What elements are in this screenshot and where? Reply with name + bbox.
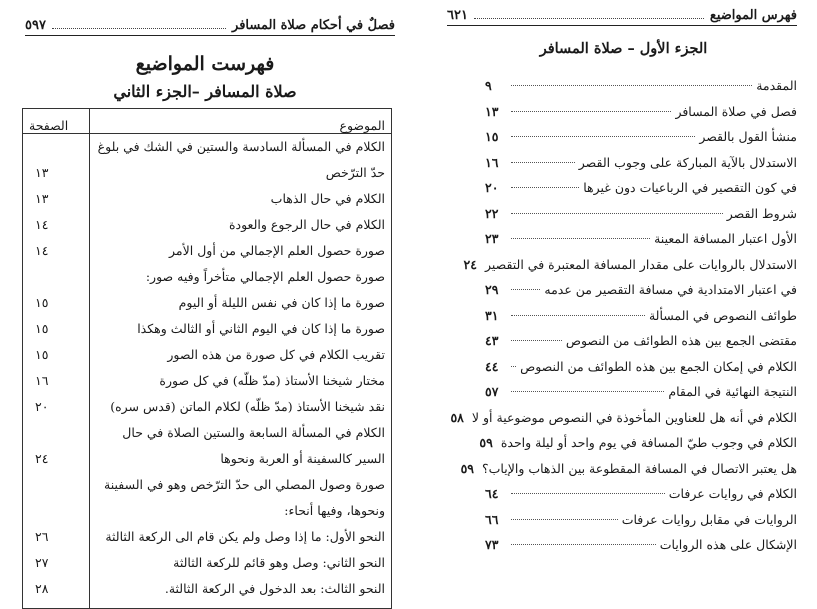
row-page [23, 264, 90, 290]
row-page: ١٥ [23, 290, 90, 316]
entry-page: ٦٤ [485, 486, 499, 501]
entry-topic: الروايات في مقابل روايات عرفات [621, 511, 797, 527]
table-row [23, 420, 392, 472]
toc-entry [485, 532, 797, 558]
toc-entry [485, 328, 797, 354]
toc-entry [485, 73, 797, 99]
row-page: ١٥ [23, 316, 90, 342]
entry-topic: الأول اعتبار المسافة المعينة [654, 231, 797, 246]
entry-topic: الكلام في أنه هل للعناوين المأخوذة في النصوص موضوعية أو لا [471, 409, 797, 425]
table-row [23, 238, 392, 264]
row-topic: مختار شيخنا الأستاذ (مدّ ظلّه) في كل صورة [90, 368, 392, 394]
table-row [23, 472, 392, 524]
table-row [23, 186, 392, 212]
row-topic: النحو الأول: ما إذا وصل ولم يكن قام الى الركعة الثالثة [90, 524, 392, 550]
table-row [23, 212, 392, 238]
dot-leader [511, 136, 695, 137]
page-number: ٦٢١ [447, 8, 468, 23]
row-page: ١٥ [23, 342, 90, 368]
row-topic: صورة ما إذا كان في اليوم الثاني أو الثالث وهكذا [90, 316, 392, 342]
toc-entry [485, 354, 797, 380]
entry-page: ٥٩ [479, 435, 493, 450]
entry-topic: الاستدلال بالروايات على مقدار المسافة المعتبرة في التقصير [484, 256, 797, 272]
page-number: ٥٩٧ [25, 18, 46, 33]
dot-leader [511, 85, 752, 86]
left-page [0, 0, 410, 601]
dot-leader [511, 213, 723, 214]
row-page: ١٤ [23, 238, 90, 264]
row-topic: الكلام في المسألة السابعة والستين الصلاة في حال السير كالسفينة أو العربة ونحوها [90, 420, 392, 472]
running-head [447, 8, 797, 26]
toc-entry [485, 99, 797, 125]
table-row [23, 550, 392, 576]
entry-topic: طوائف النصوص في المسألة [648, 307, 797, 323]
row-page: ١٤ [23, 212, 90, 238]
dot-leader [511, 289, 540, 290]
entry-page: ٥٩ [460, 460, 475, 476]
row-topic: النحو الثالث: بعد الدخول في الركعة الثالثة. [90, 576, 392, 609]
toc-entry [485, 124, 797, 150]
table-row [23, 342, 392, 368]
row-topic: صورة حصول العلم الإجمالي متأخراً وفيه صور: [90, 264, 392, 290]
contents-table [22, 108, 392, 609]
row-topic: الكلام في حال الذهاب [90, 186, 392, 212]
entry-page: ٧٣ [485, 537, 499, 552]
dot-leader [511, 187, 579, 188]
dot-leader [474, 18, 704, 19]
table-row [23, 368, 392, 394]
entry-topic: المقدمة [756, 78, 797, 93]
row-topic: صورة ما إذا كان في نفس الليلة أو اليوم [90, 290, 392, 316]
row-topic: صورة وصول المصلي الى حدّ الترّخص وهو في السفينة ونحوها، وفيها أنحاء: [90, 472, 392, 524]
entry-page: ٤٣ [485, 333, 499, 348]
toc-entry [479, 430, 797, 456]
entry-page: ٢٣ [485, 231, 499, 246]
column-header-page: الصفحة [23, 109, 90, 134]
entry-topic: الإشكال على هذه الروايات [659, 537, 797, 552]
running-head [25, 18, 395, 36]
dot-leader [511, 162, 575, 163]
row-topic: نقد شيخنا الأستاذ (مدّ ظلّه) لكلام الماتن (قدس سره) [90, 394, 392, 420]
dot-leader [511, 519, 618, 520]
entry-topic: هل يعتبر الاتصال في المسافة المقطوعة بين الذهاب والإياب؟ [482, 460, 797, 476]
entry-topic: الاستدلال بالآية المباركة على وجوب القصر [578, 154, 797, 170]
dot-leader [511, 366, 516, 367]
row-page: ١٣ [23, 134, 90, 187]
table-row [23, 290, 392, 316]
toc-entry [485, 277, 797, 303]
running-head-title: فصلٌ في أحكام صلاة المسافر [232, 18, 395, 33]
entry-page: ٢٩ [485, 282, 499, 297]
entry-page: ١٥ [485, 129, 499, 144]
entry-page: ٦٦ [485, 511, 499, 527]
page-subtitle: صلاة المسافر –الجزء الثاني [113, 82, 297, 101]
entry-topic: في اعتبار الامتدادية في مسافة التقصير من عدمه [544, 282, 797, 297]
table-row [23, 576, 392, 609]
toc-entry [485, 150, 797, 176]
toc-entry [485, 507, 797, 533]
dot-leader [511, 315, 645, 316]
column-header-topic: الموضوع [90, 109, 392, 134]
entry-page: ٣١ [485, 307, 499, 323]
entry-topic: منشأ القول بالقصر [699, 129, 797, 144]
row-topic: صورة حصول العلم الإجمالي من أول الأمر [90, 238, 392, 264]
entry-topic: النتيجة النهائية في المقام [668, 384, 797, 399]
entry-page: ٢٢ [485, 205, 499, 221]
row-page: ٢٧ [23, 550, 90, 576]
entry-topic: فصل في صلاة المسافر [675, 103, 797, 119]
dot-leader [511, 340, 562, 341]
entry-page: ٥٨ [450, 409, 464, 425]
entry-topic: الكلام في إمكان الجمع بين هذه الطوائف من النصوص [520, 358, 797, 374]
table-row [23, 394, 392, 420]
row-page [23, 472, 90, 524]
row-page: ٢٤ [23, 420, 90, 472]
entry-topic: الكلام في روايات عرفات [668, 486, 797, 501]
dot-leader [511, 493, 665, 494]
contents-list [450, 73, 797, 558]
toc-entry [450, 405, 797, 431]
toc-entry [485, 175, 797, 201]
entry-topic: مقتضى الجمع بين هذه الطوائف من النصوص [565, 333, 797, 348]
entry-topic: شروط القصر [726, 205, 797, 221]
row-page: ١٦ [23, 368, 90, 394]
page-subtitle: الجزء الأول – صلاة المسافر [539, 40, 708, 57]
dot-leader [52, 28, 226, 29]
row-topic: تقريب الكلام في كل صورة من هذه الصور [90, 342, 392, 368]
toc-entry [485, 481, 797, 507]
row-topic: الكلام في حال الرجوع والعودة [90, 212, 392, 238]
entry-topic: في كون التقصير في الرباعيات دون غيرها [583, 180, 797, 195]
running-head-title: فهرس المواضيع [709, 8, 797, 23]
entry-topic: الكلام في وجوب طيّ المسافة في يوم واحد أو ليلة واحدة [500, 435, 797, 450]
table-row [23, 264, 392, 290]
toc-entry [460, 456, 797, 482]
row-page: ١٣ [23, 186, 90, 212]
toc-entry [463, 252, 797, 278]
entry-page: ١٦ [485, 154, 499, 170]
row-topic: الكلام في المسألة السادسة والستين في الشك في بلوغ حدّ الترّخص [90, 134, 392, 187]
row-page: ٢٨ [23, 576, 90, 609]
toc-entry [485, 303, 797, 329]
dot-leader [511, 391, 664, 392]
entry-page: ٢٤ [463, 256, 477, 272]
table-row [23, 316, 392, 342]
table-row [23, 134, 392, 187]
toc-entry [485, 226, 797, 252]
entry-page: ٢٠ [485, 180, 499, 195]
entry-page: ٤٤ [485, 358, 499, 374]
toc-entry [485, 379, 797, 405]
page-title: فهرست المواضيع [135, 53, 275, 75]
right-page [410, 0, 817, 601]
row-page: ٢٦ [23, 524, 90, 550]
dot-leader [511, 238, 650, 239]
dot-leader [511, 544, 656, 545]
row-topic: النحو الثاني: وصل وهو قائم للركعة الثالثة [90, 550, 392, 576]
entry-page: ٥٧ [485, 384, 499, 399]
row-page: ٢٠ [23, 394, 90, 420]
toc-entry [485, 201, 797, 227]
table-row [23, 524, 392, 550]
entry-page: ١٣ [485, 103, 499, 119]
dot-leader [511, 111, 671, 112]
entry-page: ٩ [485, 78, 492, 93]
